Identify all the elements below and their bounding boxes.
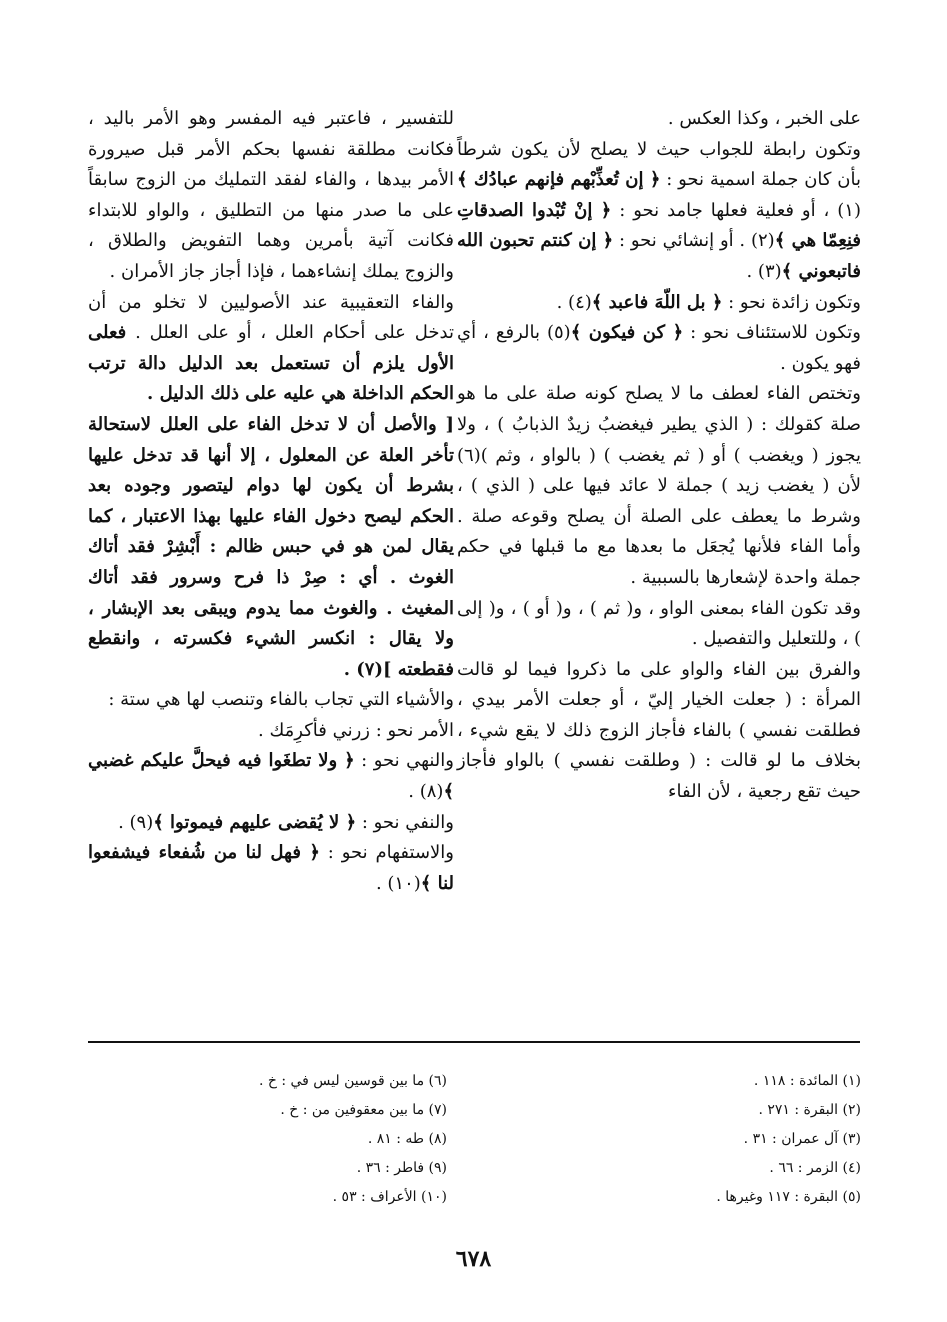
quran-quote: ﴿ إن تُعذِّبْهم فإنهم عبادُك ﴾: [457, 169, 661, 191]
paragraph: وتختص الفاء لعطف ما لا يصلح كونه صلة على ما هو صلة كقولك : ( الذي يطير فيغضبُ زيدٌ الذبابُ ) ، ولا يجوز ( ويغضب ) أو ( ثم يغضب ) ( بالواو ، وثم )(٦) لأن ( يغضب زيد ) جملة لا عائد فيها على ( الذي ) ، وشرط ما يعطف على الصلة أن يصلح وقوعه صلة . وأما الفاء فلأنها يُجعَل ما بعدها مع ما قبلها في حكم جملة واحدة لإشعارها بالسببية .: [457, 383, 861, 588]
footnote-divider: [88, 1041, 860, 1043]
footnote: (٥) البقرة : ١١٧ وغيرها .: [716, 1189, 861, 1205]
footnote: (٧) ما بين معقوفين من : خ .: [280, 1102, 447, 1118]
quran-quote: ﴿ إنْ تُبْدوا الصدقاتِ فنِعِمّا هي ﴾: [457, 199, 862, 252]
paragraph: وتكون زائدة نحو : ﴿ بل اللّهَ فاعبد ﴾(٤) .: [556, 291, 861, 313]
paragraph: وقد تكون الفاء بمعنى الواو ، و( ثم ) ، و( أو ) ، و( إلى ) ، وللتعليل والتفصيل .: [457, 597, 861, 650]
quran-quote: ﴿ كن فيكون ﴾: [570, 322, 684, 344]
quran-quote: ﴿ إن كنتم تحبون الله فاتبعوني ﴾: [457, 230, 861, 282]
paragraph: وتكون للاستئناف نحو : ﴿ كن فيكون ﴾(٥) بالرفع ، أي فهو يكون .: [457, 322, 861, 374]
paragraph: والفرق بين الفاء والواو على ما ذكروا فيما لو قالت المرأة : ( جعلت الخيار إليّ ، أو جعلت الأمر بيدي ، فطلقت نفسي ) بالفاء فأجاز الزوج ذلك لا يقع شيء ، بخلاف ما لو قالت : ( وطلقت نفسي ) بالواو فأجاز حيث تقع رجعية ، لأن الفاء: [457, 658, 861, 803]
footnote: (٤) الزمر : ٦٦ .: [769, 1160, 861, 1176]
footnote: (٦) ما بين قوسين ليس في : خ .: [258, 1073, 447, 1089]
footnote: (٨) طه : ٨١ .: [367, 1131, 447, 1147]
footnote: (١) المائدة : ١١٨ .: [753, 1073, 861, 1089]
quran-quote: ﴿ فهل لنا من شُفعاء فيشفعوا لنا ﴾: [88, 842, 454, 894]
footnotes-left: [117, 1067, 447, 1212]
footnote: (٩) فاطر : ٣٦ .: [356, 1160, 447, 1176]
footnotes-right: [531, 1067, 861, 1212]
paragraph: والاستفهام نحو : ﴿ فهل لنا من شُفعاء فيشفعوا لنا ﴾(١٠) .: [88, 842, 454, 894]
paragraph: والأشياء التي تجاب بالفاء وتنصب لها هي ستة :: [108, 689, 454, 711]
quran-quote: ﴿ لا يُقضى عليهم فيموتوا ﴾: [153, 811, 357, 833]
left-column: [88, 104, 454, 899]
paragraph: [ والأصل أن لا تدخل الفاء على العلل لاستحالة تأخر العلة عن المعلول ، إلا أنها قد تدخل عليها بشرط أن يكون لها دوام ليتصور وجوده بعد الحكم ليصح دخول الفاء عليها بهذا الاعتبار ، كما يقال لمن هو في حبس ظالم : أَبْشِرْ فقد أتاك الغوث . أي : صِرْ ذا فرح وسرور فقد أتاك المغيث . والغوث مما يدوم ويبقى بعد الإبشار ، ولا يقال : انكسر الشيء فكسرته ، وانقطع فقطعته ](٧) .: [88, 413, 454, 680]
paragraph: وتكون رابطة للجواب حيث لا يصلح لأن يكون شرطاً بأن كان جملة اسمية نحو : ﴿ إن تُعذِّبْهم فإنهم عبادُك ﴾(١) ، أو فعلية فعلها جامد نحو : ﴿ إنْ تُبْدوا الصدقاتِ فنِعِمّا هي ﴾(٢) . أو إنشائي نحو : ﴿ إن كنتم تحبون الله فاتبعوني ﴾(٣) .: [457, 138, 862, 282]
page-number: ٦٧٨: [455, 1246, 492, 1272]
paragraph: والنفي نحو : ﴿ لا يُقضى عليهم فيموتوا ﴾(٩) .: [118, 811, 454, 833]
quran-quote: ﴿ بل اللّهَ فاعبد ﴾: [591, 291, 723, 313]
footnote: (٣) آل عمران : ٣١ .: [743, 1131, 861, 1147]
paragraph: الأمر نحو : زرني فأكرِمَك .: [258, 719, 454, 741]
right-column: [457, 104, 861, 808]
paragraph: على الخبر ، وكذا العكس .: [667, 108, 861, 129]
paragraph: والنهي نحو : ﴿ ولا تطغَوا فيه فيحلَّ عليكم غضبي ﴾(٨) .: [88, 750, 454, 803]
paragraph: والفاء التعقيبية عند الأصوليين لا تخلو من أن تدخل على أحكام العلل ، أو على العلل . فعلى الأول يلزم أن تستعمل بعد الدليل دالة ترتب الحكم الداخلة هي عليه على ذلك الدليل .: [88, 291, 454, 405]
paragraph: للتفسير ، فاعتبر فيه المفسر وهو الأمر باليد ، فكانت مطلقة نفسها بحكم الأمر قبل صيرورة الأمر بيدها ، والفاء لفقد التمليك من الزوج سابقاً على ما صدر منها من التطليق ، والواو للابتداء فكانت آتية بأمرين وهما التفويض والطلاق ، والزوج يملك إنشاءهما ، فإذا أجاز جاز الأمران .: [88, 108, 454, 282]
footnote: (١٠) الأعراف : ٥٣ .: [332, 1189, 447, 1205]
quran-quote: ﴿ ولا تطغَوا فيه فيحلَّ عليكم غضبي ﴾: [88, 750, 454, 803]
footnote: (٢) البقرة : ٢٧١ .: [758, 1102, 861, 1118]
